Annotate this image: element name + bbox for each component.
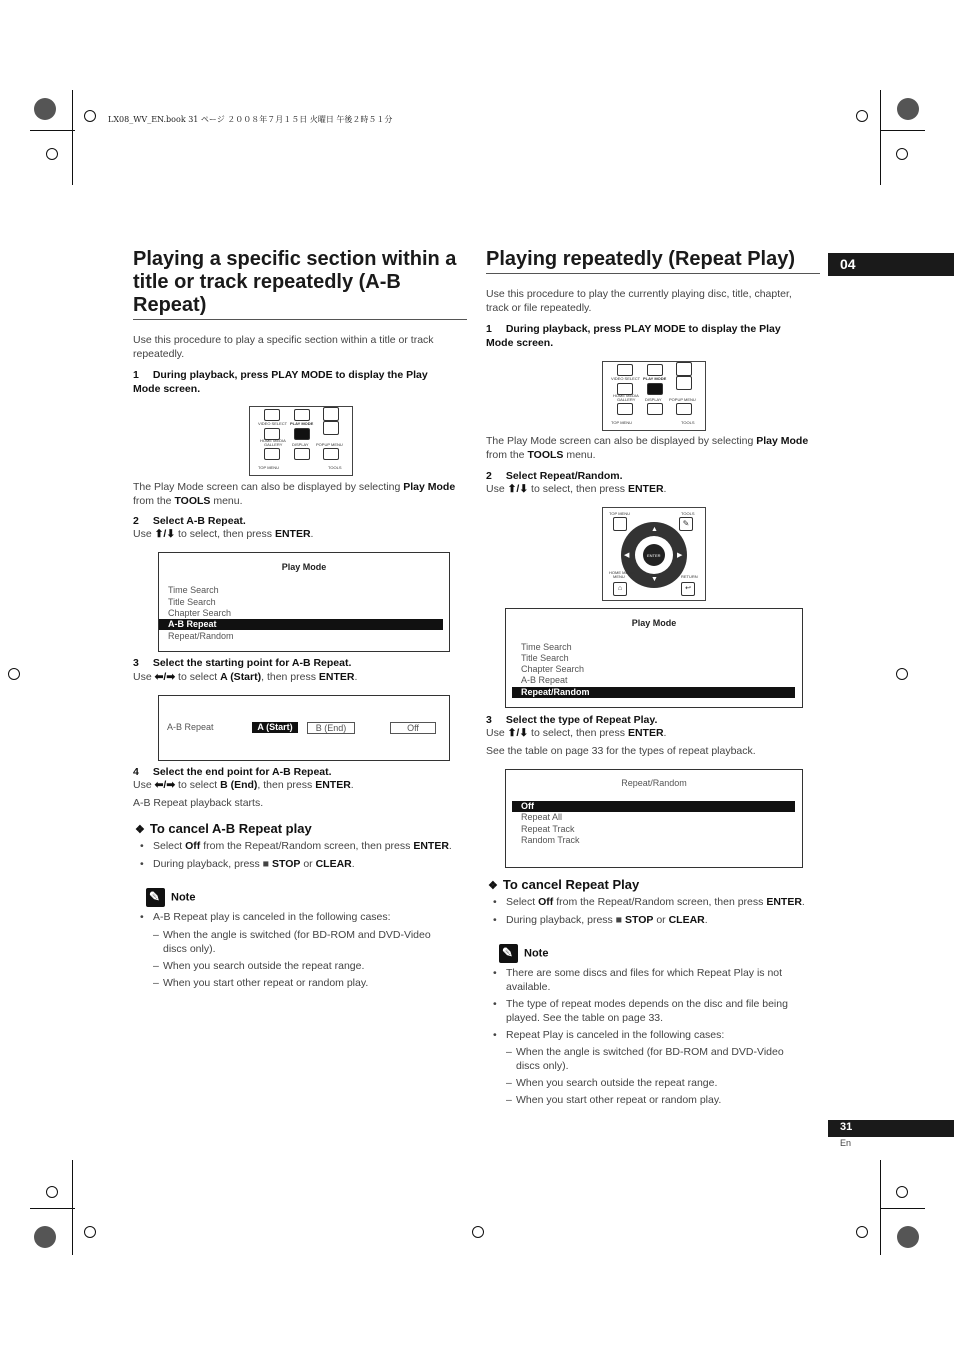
- print-header: LX08_WV_EN.book 31 ページ ２００８年７月１５日 火曜日 午後２時５１分: [108, 115, 393, 124]
- chapter-tab: 04: [828, 253, 954, 276]
- right-note-dash-1: – When the angle is switched (for BD-ROM and DVD-Video discs only).: [486, 1046, 784, 1073]
- registration-circle-icon: [34, 98, 56, 120]
- right-note-2: • The type of repeat modes depends on the disc and file being played. See the table on page 33.: [486, 998, 788, 1025]
- left-step-3: 3 Select the starting point for A-B Repeat.: [133, 657, 352, 669]
- arrow-left-icon: ◀: [624, 552, 630, 559]
- left-note-heading: ✎Note: [146, 888, 195, 907]
- left-step-1: 1 During playback, press PLAY MODE to display the Play Mode screen.: [133, 369, 428, 395]
- left-step-3-detail: Use ⬅/➡ to select A (Start), then press ENTER.: [133, 671, 358, 683]
- arrow-down-icon: ▼: [651, 576, 658, 583]
- note-pencil-icon: [499, 944, 518, 963]
- right-step-2: 2 Select Repeat/Random.: [486, 470, 623, 482]
- left-starts: A-B Repeat playback starts.: [133, 797, 264, 809]
- note-pencil-icon: [146, 888, 165, 907]
- ab-repeat-screen: A-B Repeat A (Start) B (End) Off: [158, 695, 450, 761]
- play-mode-screen: Play Mode Time Search Title Search Chapter Search A-B Repeat Repeat/Random: [158, 552, 450, 652]
- registration-circle-icon: [34, 1226, 56, 1248]
- registration-circle-icon: [897, 98, 919, 120]
- diamond-bullet-icon: ❖: [135, 824, 145, 836]
- right-note-dash-2: – When you search outside the repeat range.: [486, 1077, 717, 1091]
- a-start-option[interactable]: A (Start): [252, 722, 298, 733]
- right-note-heading: ✎Note: [499, 944, 548, 963]
- b-end-option[interactable]: B (End): [307, 722, 355, 734]
- right-note-1: • There are some discs and files for which Repeat Play is not available.: [486, 967, 782, 994]
- selected-item[interactable]: Repeat/Random: [512, 687, 795, 698]
- tools-wrench-icon: ✎: [679, 517, 693, 531]
- left-note-dash-3: – When you start other repeat or random play.: [133, 977, 368, 991]
- right-step-3: 3 Select the type of Repeat Play.: [486, 714, 658, 726]
- right-intro: Use this procedure to play the currently playing disc, title, chapter, track or file repeatedly.: [486, 288, 792, 314]
- right-cancel-2: • During playback, press ■ STOP or CLEAR.: [486, 914, 708, 928]
- page-number: 31: [828, 1120, 954, 1137]
- remote-illustration: VIDEO SELECT PLAY MODE HOME MEDIA GALLERY DISPLAY POPUP MENU TOP MENU TOOLS: [602, 361, 706, 431]
- right-note-3: • Repeat Play is canceled in the following cases:: [486, 1029, 724, 1043]
- play-mode-screen: Play Mode Time Search Title Search Chapter Search A-B Repeat Repeat/Random: [505, 608, 803, 708]
- return-icon: ↩: [681, 582, 695, 596]
- left-cancel-2: • During playback, press ■ STOP or CLEAR.: [133, 858, 355, 872]
- home-icon: ⌂: [613, 582, 627, 596]
- registration-circle-icon: [897, 1226, 919, 1248]
- right-title: Playing repeatedly (Repeat Play): [486, 248, 796, 270]
- language-label: En: [840, 1138, 852, 1148]
- left-note-dash-1: – When the angle is switched (for BD-ROM and DVD-Video discs only).: [133, 929, 431, 956]
- right-cancel-1: • Select Off from the Repeat/Random screen, then press ENTER.: [486, 896, 805, 910]
- remote-dpad-illustration: TOP MENU TOOLS ✎ ENTER ▲ ▼ ◀ ▶ HOME MEDIA MENU RETURN ⌂ ↩: [602, 507, 706, 601]
- right-step-1: 1 During playback, press PLAY MODE to display the Play Mode screen.: [486, 323, 781, 349]
- repeat-random-screen: Repeat/Random Off Repeat All Repeat Track Random Track: [505, 769, 803, 868]
- left-step-4: 4 Select the end point for A-B Repeat.: [133, 766, 332, 778]
- left-cancel-1: • Select Off from the Repeat/Random screen, then press ENTER.: [133, 840, 452, 854]
- arrow-up-icon: ▲: [651, 526, 658, 533]
- left-note-1: • A-B Repeat play is canceled in the following cases:: [133, 911, 391, 925]
- left-title: Playing a specific section within a title or track repeatedly (A-B Repeat): [133, 248, 457, 316]
- selected-item[interactable]: Off: [512, 801, 795, 812]
- remote-illustration: VIDEO SELECT PLAY MODE HOME MEDIA GALLERY DISPLAY POPUP MENU TOP MENU TOOLS: [249, 406, 353, 476]
- arrow-right-icon: ▶: [677, 552, 683, 559]
- left-step-2: 2 Select A-B Repeat.: [133, 515, 246, 527]
- right-step-3-detail: Use ⬆/⬇ to select, then press ENTER.: [486, 727, 667, 739]
- off-option[interactable]: Off: [390, 722, 436, 734]
- right-also-text: The Play Mode screen can also be displayed by selecting Play Mode from the TOOLS menu.: [486, 435, 809, 461]
- left-step-2-detail: Use ⬆/⬇ to select, then press ENTER.: [133, 528, 314, 540]
- left-step-4-detail: Use ⬅/➡ to select B (End), then press ENTER.: [133, 779, 354, 791]
- right-note-dash-3: – When you start other repeat or random play.: [486, 1094, 721, 1108]
- left-also-text: The Play Mode screen can also be displayed by selecting Play Mode from the TOOLS menu.: [133, 481, 456, 507]
- right-cancel-title: ❖ To cancel Repeat Play: [488, 877, 640, 892]
- left-cancel-title: ❖ To cancel A-B Repeat play: [135, 821, 312, 836]
- selected-item[interactable]: A-B Repeat: [159, 619, 443, 630]
- diamond-bullet-icon: ❖: [488, 880, 498, 892]
- left-intro: Use this procedure to play a specific section within a title or track repeatedly.: [133, 334, 434, 360]
- left-note-dash-2: – When you search outside the repeat range.: [133, 960, 364, 974]
- right-step-2-detail: Use ⬆/⬇ to select, then press ENTER.: [486, 483, 667, 495]
- right-see-table: See the table on page 33 for the types of repeat playback.: [486, 745, 756, 757]
